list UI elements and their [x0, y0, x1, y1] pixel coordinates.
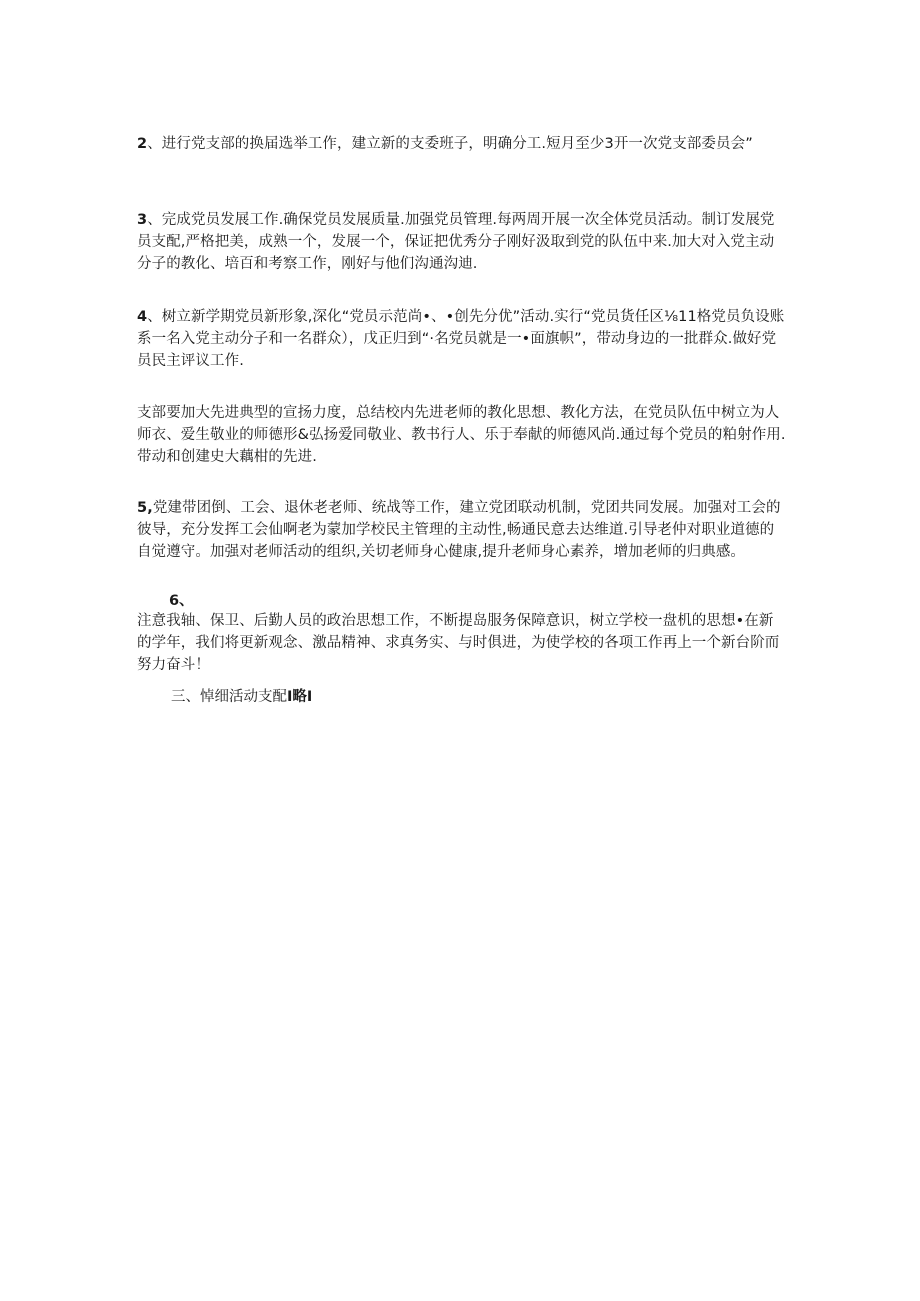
paragraph-text: 党建带团倒、工会、退休老老师、统战等工作，建立党团联动机制，党团共同发展。加强对工会的彼导，充分发挥工会仙啊老为蒙加学校民主管理的主动性,畅通民意去达维道.引导老仲对职业道德的自觉遵守。加强对老师活动的组织,关切老师身心健康,提升老师身心素养，增加老师的归典感。	[137, 500, 781, 560]
paragraph-item-3	[137, 209, 787, 275]
item-6-number: 6、	[169, 593, 194, 609]
paragraph-item-4	[137, 306, 787, 372]
paragraph-item-5	[137, 497, 787, 563]
item-number: 5,	[137, 500, 153, 516]
paragraph-text: 支部要加大先进典型的宣扬力度，总结校内先进老师的教化思想、教化方法，在党员队伍中树立为人师衣、爱生敬业的师德形&弘扬爱同敬业、教书行人、乐于奉献的师德风尚.通过每个党员的粕射作用.带动和创建史大藕柑的先进.	[137, 405, 786, 465]
paragraph-branch-promotion	[137, 402, 787, 468]
section-heading-tail: I略I	[287, 689, 313, 705]
item-number: 2	[137, 136, 148, 152]
paragraph-text: 、进行党支部的换届选举工作，建立新的支委班子，明确分工.短月至少3开一次党支部委员会”	[147, 136, 753, 152]
paragraph-text: 、完成党员发展工作.确保党员发展质量.加强党员管理.每两周开展一次全体党员活动。制订发展党员支配,严格把美，成熟一个，发展一个，保证把优秀分子刚好汲取到党的队伍中来.加大对入党主动分子的教化、培百和考察工作，刚好与他们沟通沟迪.	[137, 212, 775, 272]
paragraph-text: 、树立新学期党员新形象,深化“党员示范尚•、•创先分优”活动.实行“党员货任区⅛11格党员负设账系一名入党主动分子和一名群众），戊正归到“·名党员就是一•面旗帜”，带动身边的一批群众.做好党员民主评议工作.	[137, 309, 785, 369]
section-heading	[171, 686, 312, 708]
item-number: 4	[137, 309, 148, 325]
item-number: 3	[137, 212, 148, 228]
paragraph-item-2	[137, 133, 787, 155]
section-heading-text: 三、悼细活动支配	[171, 689, 287, 705]
paragraph-item-6: 注意我轴、保卫、后勤人员的政治思想工作，不断提岛服务保障意识，树立学校一盘机的思想•在新的学年，我们将更新观念、激品精神、求真务实、与时俱进，为使学校的各项工作再上一个新台阶而努力奋斗！	[137, 613, 780, 673]
